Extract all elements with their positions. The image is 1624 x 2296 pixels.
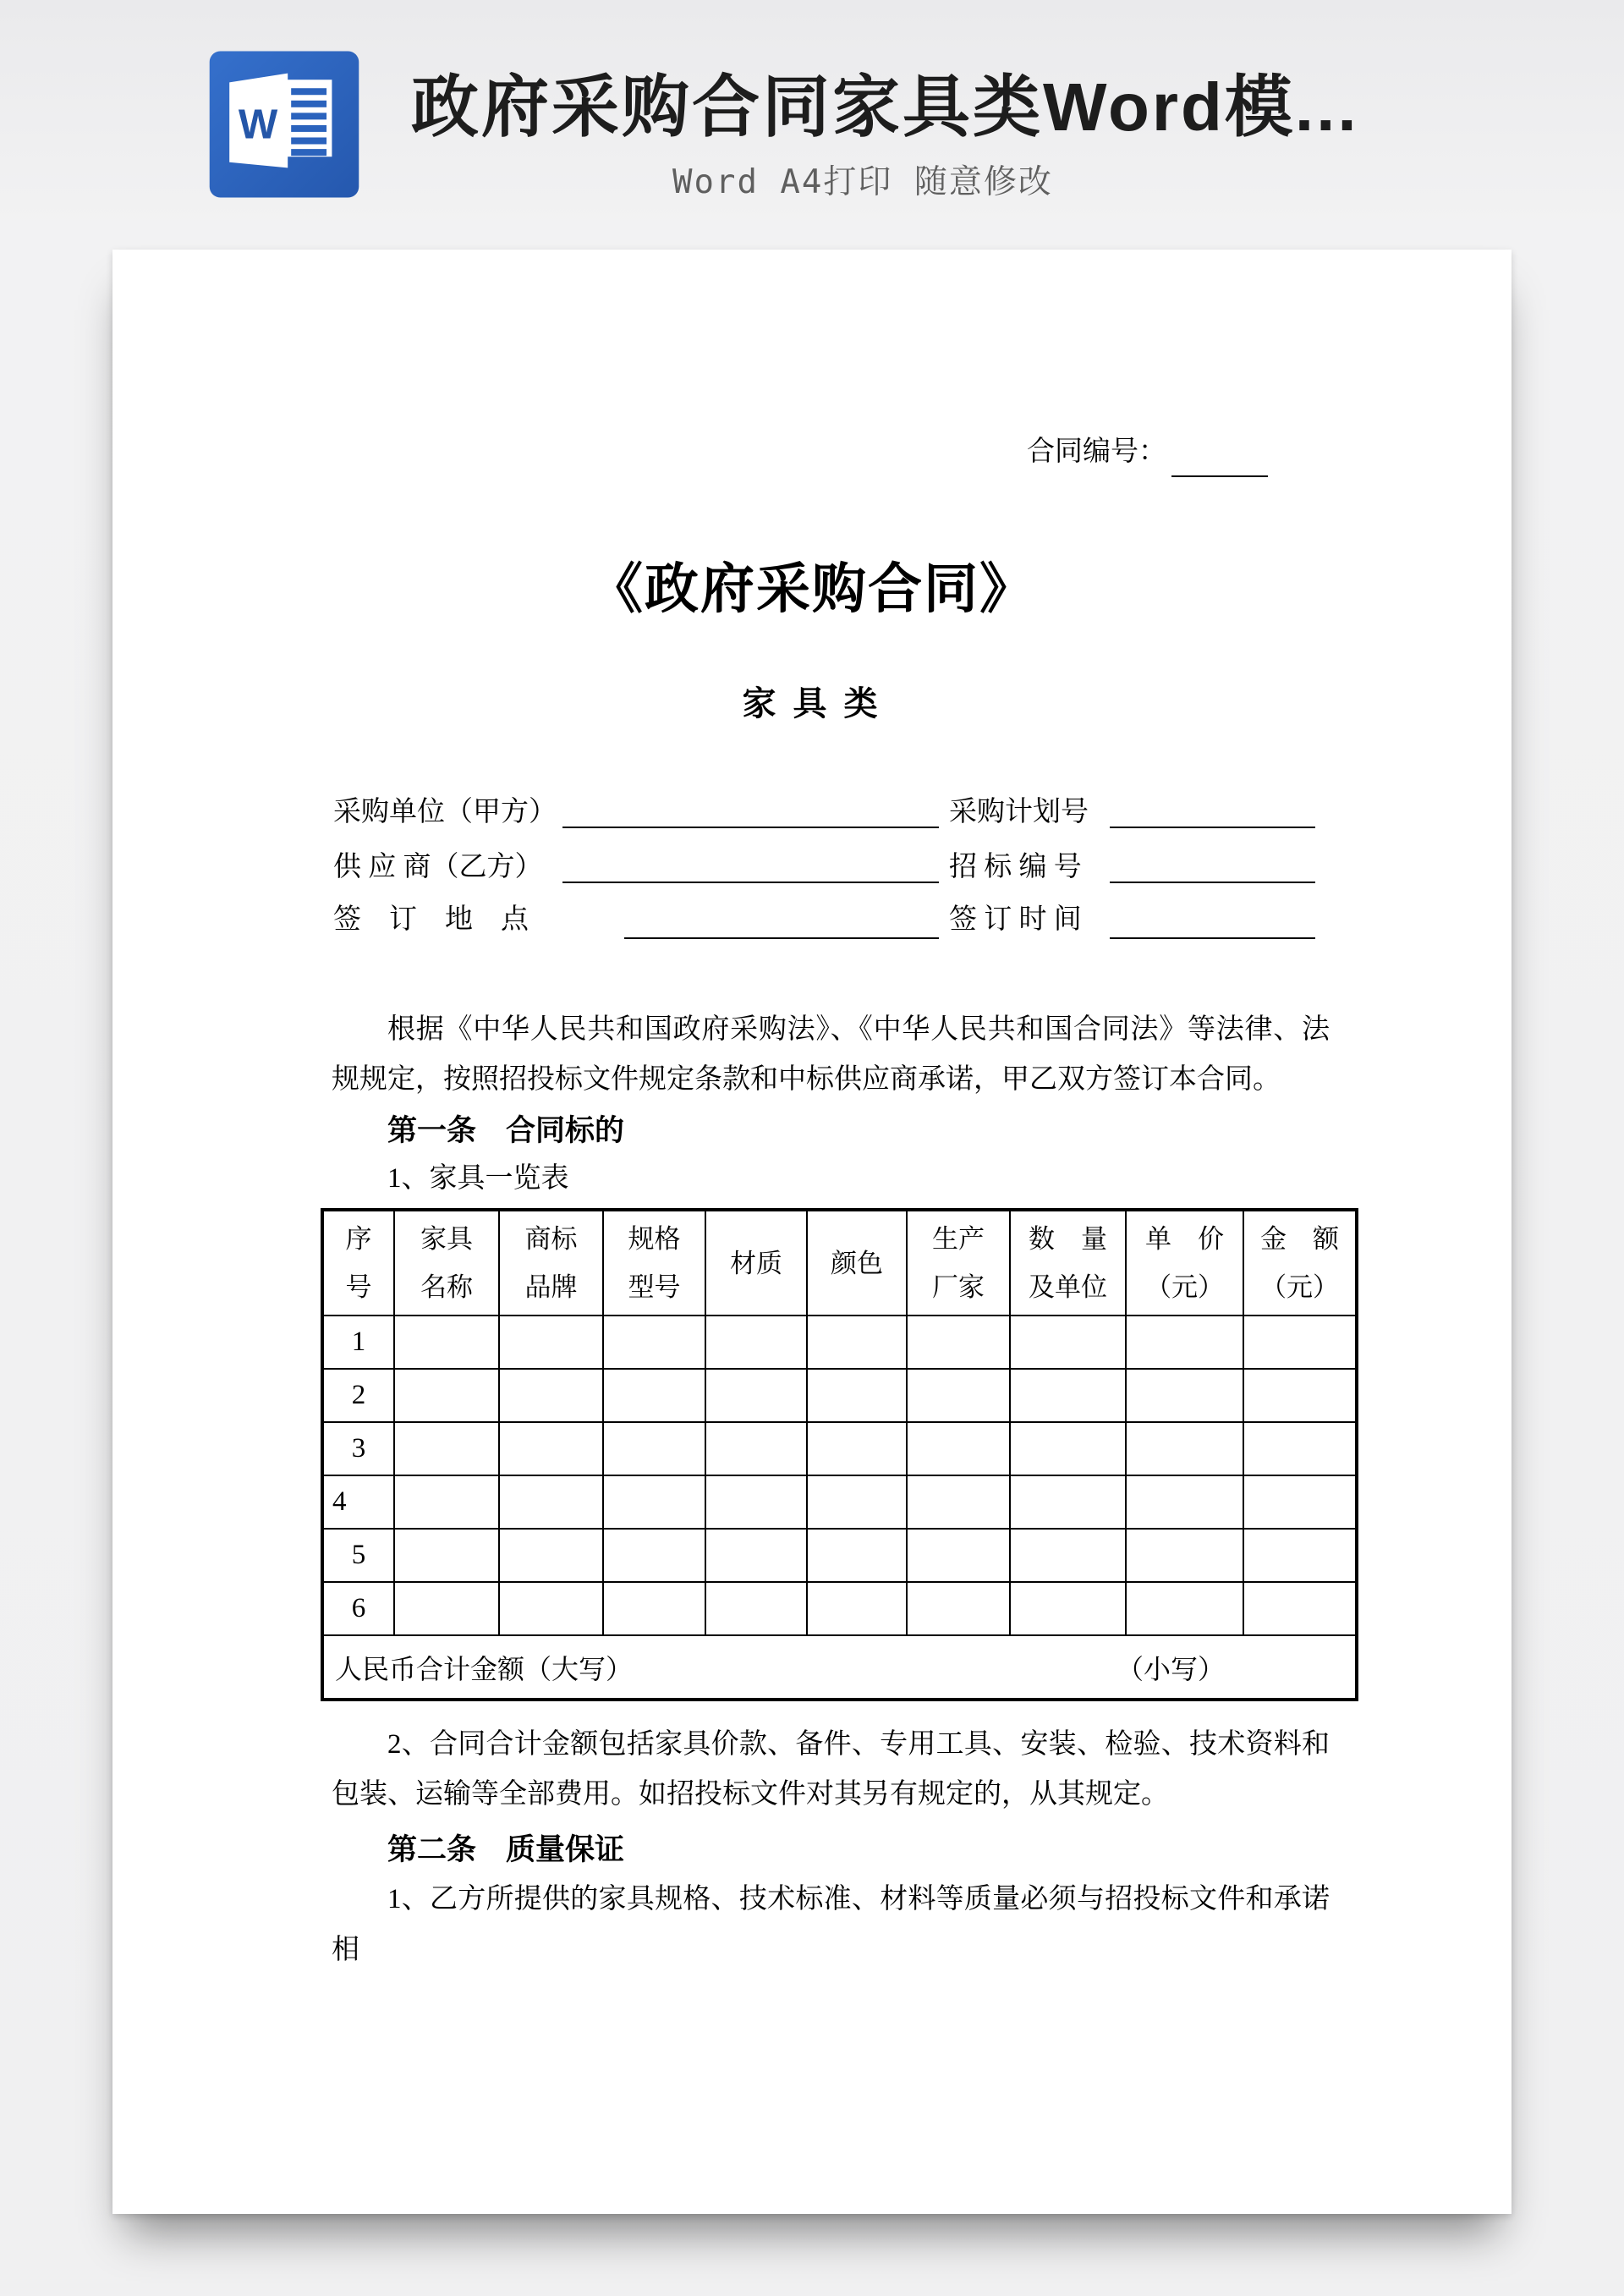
contract-number-label: 合同编号： — [1027, 437, 1166, 467]
table-row-number: 2 — [324, 1370, 395, 1423]
table-cell-empty — [706, 1370, 808, 1423]
table-cell-empty — [706, 1583, 808, 1636]
intro-paragraph: 根据《中华人民共和国政府采购法》、《中华人民共和国合同法》等法律、法规规定，按照招投标文件规定条款和中标供应商承诺，甲乙双方签订本合同。 — [332, 1014, 1330, 1095]
table-cell-empty — [500, 1530, 604, 1583]
table-cell-empty — [808, 1476, 908, 1530]
table-header-brand: 商标 品牌 — [500, 1211, 604, 1316]
clause-2-item-1: 1、乙方所提供的家具规格、技术标准、材料等质量必须与招投标文件和承诺相 — [332, 1884, 1330, 1965]
table-cell-empty — [604, 1316, 706, 1370]
field-line-supplier — [562, 882, 939, 883]
table-row-number: 1 — [324, 1316, 395, 1370]
field-label-sign-place: 签 订 地 点 — [333, 904, 529, 935]
document-title: 《政府采购合同》 — [589, 559, 1035, 619]
table-cell-empty — [1011, 1423, 1127, 1476]
table-cell-empty — [706, 1530, 808, 1583]
table-header-model: 规格 型号 — [604, 1211, 706, 1316]
table-cell-empty — [500, 1423, 604, 1476]
table-row-number: 5 — [324, 1530, 395, 1583]
word-icon — [207, 47, 361, 201]
table-cell-empty — [1127, 1476, 1244, 1530]
table-cell-empty — [604, 1423, 706, 1476]
field-label-supplier: 供 应 商（乙方） — [333, 852, 543, 882]
table-cell-empty — [604, 1476, 706, 1530]
table-header-amount: 金 额 （元） — [1244, 1211, 1355, 1316]
template-title: 政府采购合同家具类Word模... — [411, 69, 1359, 145]
field-line-sign-time — [1110, 937, 1315, 939]
table-cell-empty — [604, 1583, 706, 1636]
table-cell-empty — [395, 1583, 500, 1636]
document-category: 家 具 类 — [742, 684, 882, 722]
furniture-table — [321, 1208, 1358, 1701]
table-row-number: 6 — [324, 1583, 395, 1636]
table-cell-empty — [706, 1316, 808, 1370]
clause-2-heading: 第二条 质量保证 — [387, 1833, 625, 1866]
table-cell-empty — [1011, 1530, 1127, 1583]
table-header-color: 颜色 — [808, 1211, 908, 1316]
field-line-buyer — [562, 827, 939, 828]
amount-in-figures-label: （小写） — [1116, 1653, 1226, 1684]
table-cell-empty — [808, 1423, 908, 1476]
table-cell-empty — [908, 1583, 1011, 1636]
table-cell-empty — [500, 1316, 604, 1370]
table-cell-empty — [808, 1583, 908, 1636]
table-cell-empty — [500, 1476, 604, 1530]
table-cell-empty — [706, 1476, 808, 1530]
svg-text:W: W — [238, 102, 278, 148]
table-cell-empty — [1244, 1423, 1355, 1476]
table-cell-empty — [1244, 1530, 1355, 1583]
table-header-name: 家具 名称 — [395, 1211, 500, 1316]
table-cell-empty — [808, 1370, 908, 1423]
table-header-quantity: 数 量 及单位 — [1011, 1211, 1127, 1316]
table-cell-empty — [1244, 1583, 1355, 1636]
table-cell-empty — [1011, 1476, 1127, 1530]
table-cell-empty — [1011, 1316, 1127, 1370]
table-header-material: 材质 — [706, 1211, 808, 1316]
table-cell-empty — [1127, 1370, 1244, 1423]
table-cell-empty — [908, 1530, 1011, 1583]
table-header-seq: 序 号 — [324, 1211, 395, 1316]
table-cell-empty — [908, 1423, 1011, 1476]
table-cell-empty — [500, 1583, 604, 1636]
table-cell-empty — [1127, 1423, 1244, 1476]
clause-1-heading: 第一条 合同标的 — [387, 1114, 625, 1147]
table-cell-empty — [908, 1370, 1011, 1423]
amount-in-words-label: 人民币合计金额（大写） — [335, 1653, 634, 1684]
table-cell-empty — [395, 1316, 500, 1370]
field-label-buyer: 采购单位（甲方） — [333, 797, 557, 827]
table-cell-empty — [395, 1476, 500, 1530]
template-subtitle: Word A4打印 随意修改 — [672, 163, 1053, 201]
table-cell-empty — [1244, 1476, 1355, 1530]
table-cell-empty — [1244, 1370, 1355, 1423]
table-cell-empty — [1127, 1530, 1244, 1583]
table-cell-empty — [908, 1476, 1011, 1530]
table-row-number: 4 — [324, 1476, 395, 1530]
document-page — [112, 250, 1512, 2214]
table-cell-empty — [908, 1316, 1011, 1370]
contract-number-line — [1171, 475, 1268, 477]
table-cell-empty — [604, 1530, 706, 1583]
table-cell-empty — [395, 1370, 500, 1423]
table-cell-empty — [395, 1423, 500, 1476]
table-cell-empty — [808, 1530, 908, 1583]
field-label-bid-no: 招 标 编 号 — [949, 852, 1082, 882]
table-cell-empty — [395, 1530, 500, 1583]
table-cell-empty — [706, 1423, 808, 1476]
field-line-sign-place — [624, 937, 939, 939]
table-cell-empty — [604, 1370, 706, 1423]
table-cell-empty — [500, 1370, 604, 1423]
table-cell-empty — [1127, 1583, 1244, 1636]
table-row-number: 3 — [324, 1423, 395, 1476]
field-label-sign-time: 签 订 时 间 — [949, 904, 1082, 935]
table-header-manufacturer: 生产 厂家 — [908, 1211, 1011, 1316]
table-cell-empty — [1244, 1316, 1355, 1370]
table-cell-empty — [808, 1316, 908, 1370]
table-cell-empty — [1011, 1370, 1127, 1423]
table-footer-row — [324, 1636, 1355, 1698]
table-cell-empty — [1011, 1583, 1127, 1636]
clause-1-item-1: 1、家具一览表 — [387, 1163, 569, 1194]
field-line-bid-no — [1110, 882, 1315, 883]
field-line-plan-no — [1110, 827, 1315, 828]
clause-1-item-2: 2、合同合计金额包括家具价款、备件、专用工具、安装、检验、技术资料和包装、运输等全部费用。如招投标文件对其另有规定的，从其规定。 — [332, 1729, 1330, 1810]
field-label-plan-no: 采购计划号 — [949, 797, 1089, 827]
table-cell-empty — [1127, 1316, 1244, 1370]
table-header-unit-price: 单 价 （元） — [1127, 1211, 1244, 1316]
